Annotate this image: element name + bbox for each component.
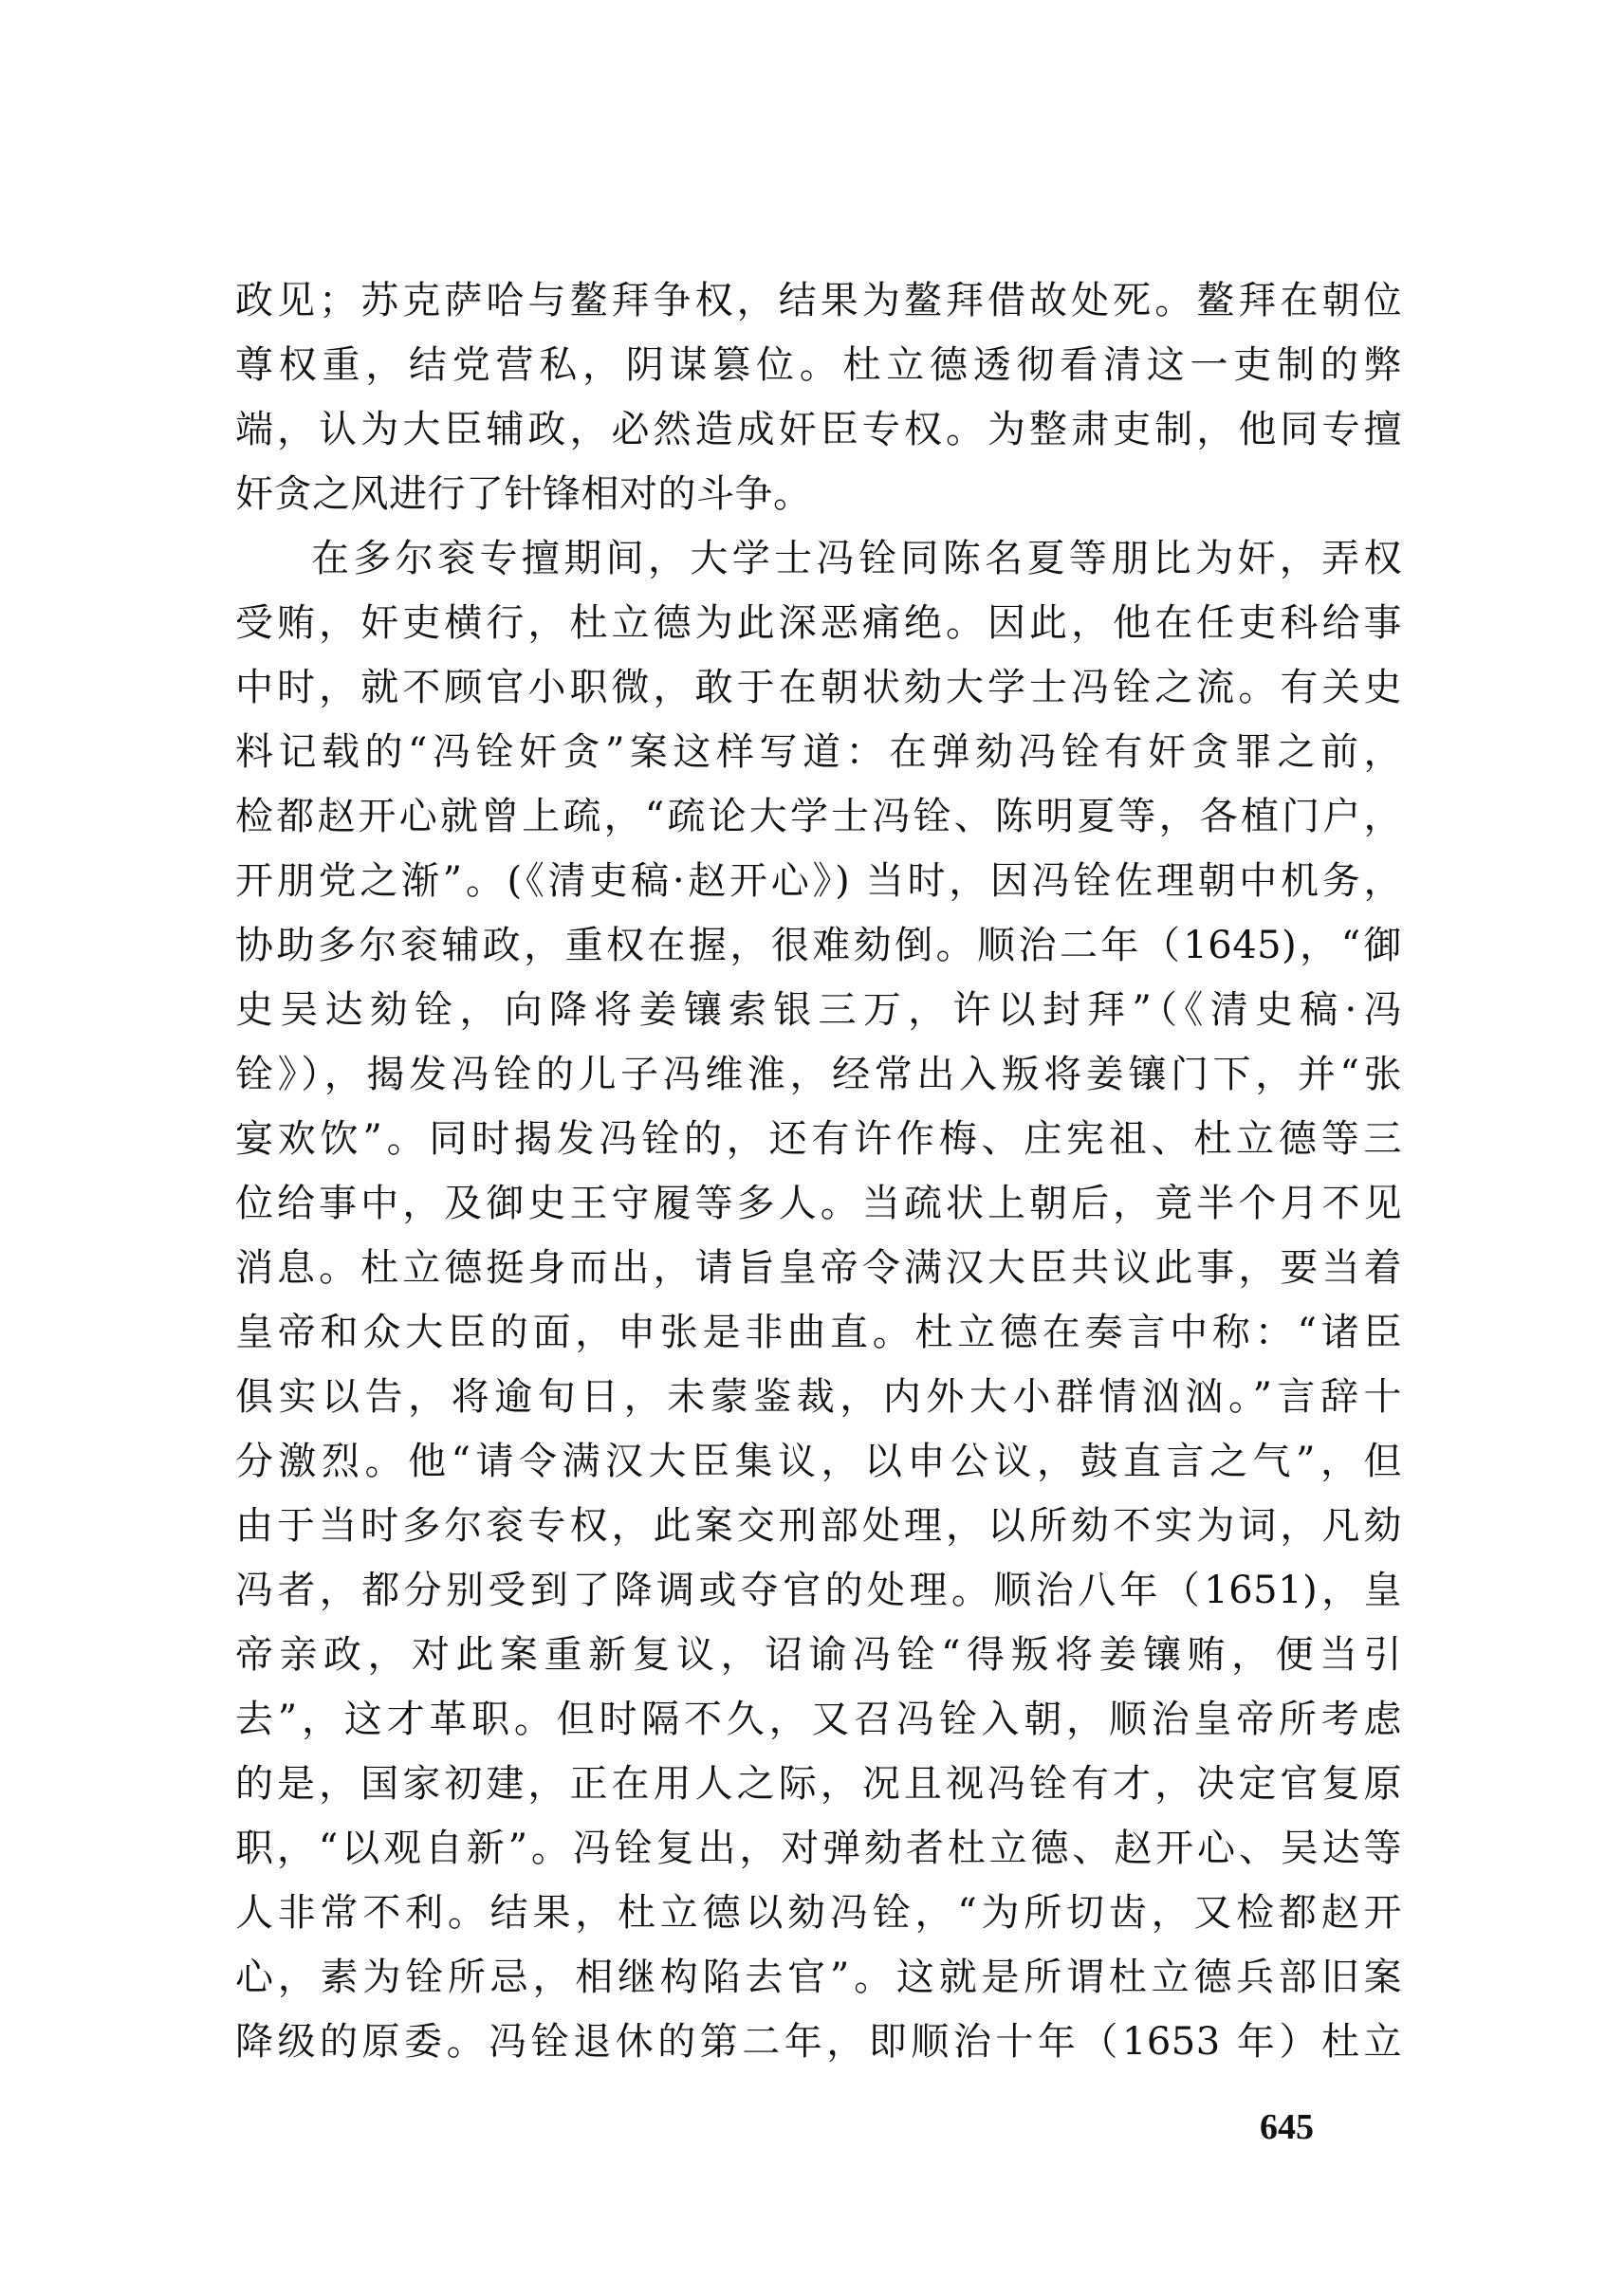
body-text [235,268,1402,2074]
text-line: 心，素为铨所忌，相继构陷去官”。这就是所谓杜立德兵部旧案 [235,1956,1402,1999]
text-line: 帝亲政，对此案重新复议，诏谕冯铨“得叛将姜镶贿，便当引 [235,1633,1402,1677]
text-line: 受贿，奸吏横行，杜立德为此深恶痛绝。因此，他在任吏科给事 [235,601,1402,645]
text-line: 检都赵开心就曾上疏，“疏论大学士冯铨、陈明夏等，各植门户， [235,795,1402,838]
text-line: 人非常不利。结果，杜立德以劾冯铨，“为所切齿，又检都赵开 [235,1891,1402,1935]
text-line: 由于当时多尔衮专权，此案交刑部处理，以所劾不实为词，凡劾 [235,1504,1402,1548]
text-line: 位给事中，及御史王守履等多人。当疏状上朝后，竟半个月不见 [235,1182,1402,1225]
text-line: 料记载的“冯铨奸贪”案这样写道：在弹劾冯铨有奸贪罪之前， [235,730,1402,774]
text-line: 政见；苏克萨哈与鳌拜争权，结果为鳌拜借故处死。鳌拜在朝位 [235,279,1402,322]
text-line: 宴欢饮”。同时揭发冯铨的，还有许作梅、庄宪祖、杜立德等三 [235,1117,1402,1161]
text-line: 皇帝和众大臣的面，申张是非曲直。杜立德在奏言中称：“诸臣 [235,1311,1402,1354]
text-line: 俱实以告，将逾旬日，未蒙鉴裁，内外大小群情汹汹。”言辞十 [235,1375,1402,1419]
text-line: 尊权重，结党营私，阴谋篡位。杜立德透彻看清这一吏制的弊 [235,343,1402,387]
text-line: 史吴达劾铨，向降将姜镶索银三万，许以封拜”（《清史稿·冯 [235,988,1402,1032]
text-line: 冯者，都分别受到了降调或夺官的处理。顺治八年（1651)，皇 [235,1569,1402,1612]
text-line: 开朋党之渐”。(《清吏稿·赵开心》) 当时，因冯铨佐理朝中机务， [235,859,1402,903]
text-line: 中时，就不顾官小职微，敢于在朝状劾大学士冯铨之流。有关史 [235,666,1402,709]
text-line: 协助多尔衮辅政，重权在握，很难劾倒。顺治二年（1645)，“御 [235,924,1402,967]
paragraph-first-line: 在多尔衮专擅期间，大学士冯铨同陈名夏等朋比为奸，弄权 [311,537,1402,580]
text-line: 奸贪之风进行了针锋相对的斗争。 [235,472,812,516]
text-line: 去”，这才革职。但时隔不久，又召冯铨入朝，顺治皇帝所考虑 [235,1698,1402,1741]
text-line: 的是，国家初建，正在用人之际，况且视冯铨有才，决定官复原 [235,1762,1402,1806]
text-line: 铨》），揭发冯铨的儿子冯维淮，经常出入叛将姜镶门下，并“张 [235,1053,1402,1096]
text-line: 消息。杜立德挺身而出，请旨皇帝令满汉大臣共议此事，要当着 [235,1246,1402,1290]
text-line: 职，“以观自新”。冯铨复出，对弹劾者杜立德、赵开心、吴达等 [235,1827,1402,1870]
page-number: 645 [1260,2107,1314,2147]
text-line: 端，认为大臣辅政，必然造成奸臣专权。为整肃吏制，他同专擅 [235,408,1402,451]
text-line: 分激烈。他“请令满汉大臣集议，以申公议，鼓直言之气”，但 [235,1440,1402,1483]
text-line: 降级的原委。冯铨退休的第二年，即顺治十年（1653 年）杜立 [235,2020,1402,2064]
